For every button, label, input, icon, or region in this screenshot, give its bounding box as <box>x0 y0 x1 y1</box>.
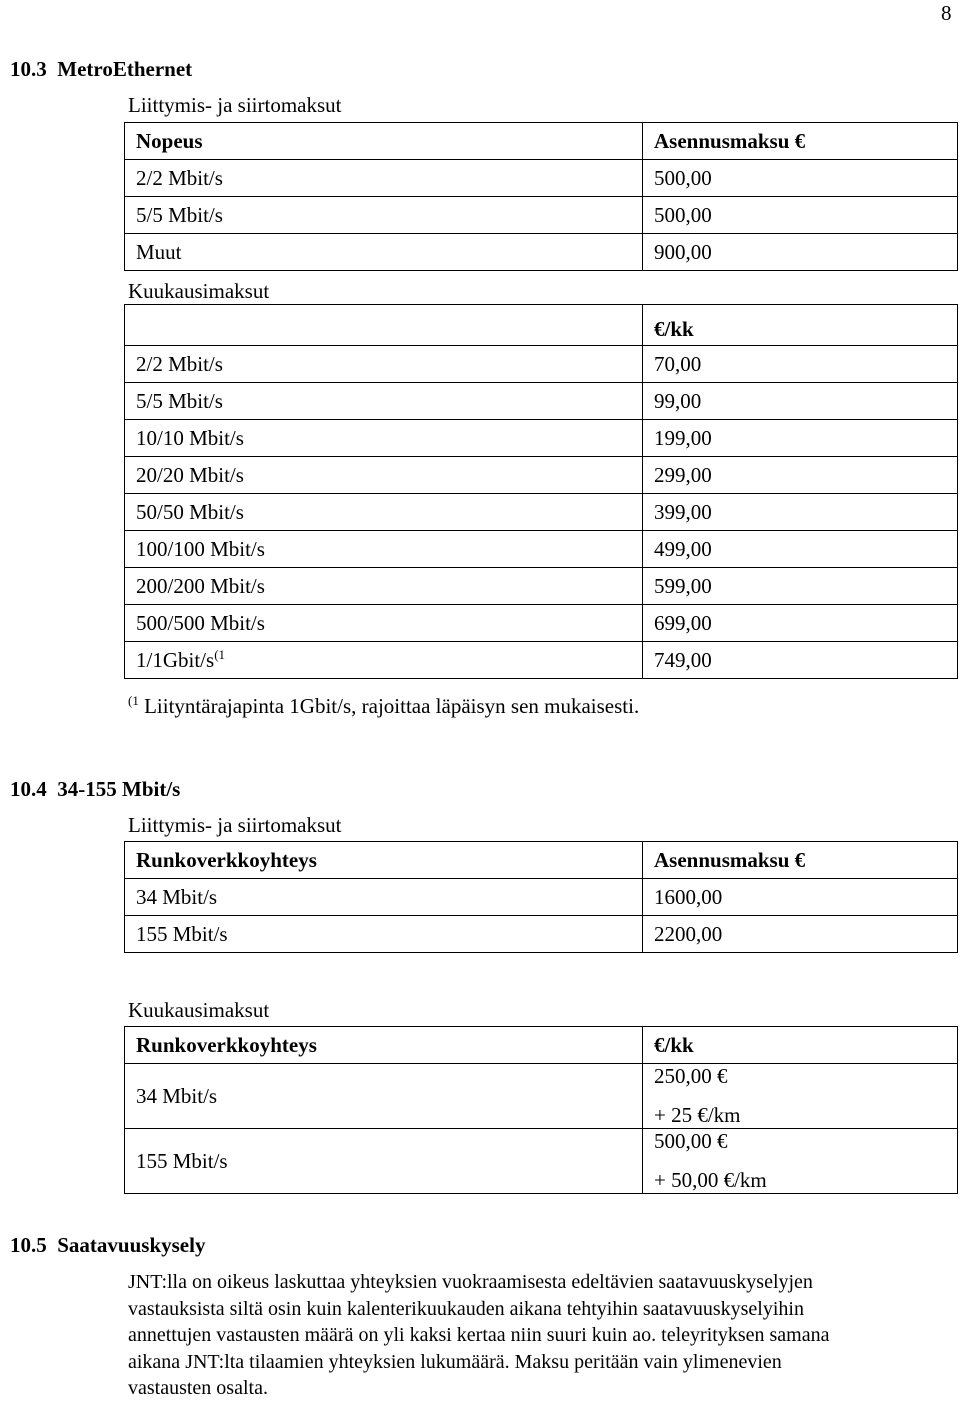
speed-cell: 5/5 Mbit/s <box>125 197 643 234</box>
speed-label: 1/1Gbit/s <box>136 648 215 672</box>
section-title: 34-155 Mbit/s <box>57 777 181 801</box>
section-10-5-heading <box>10 1235 205 1256</box>
table-row <box>125 420 958 457</box>
table-row <box>125 346 958 383</box>
paragraph-line: vastausten osalta. <box>128 1377 268 1400</box>
monthly-fees-heading: Kuukausimaksut <box>128 998 270 1022</box>
footnote <box>128 694 639 717</box>
table-row <box>125 568 958 605</box>
table-row <box>125 234 958 271</box>
footnote-text: Liityntärajapinta 1Gbit/s, rajoittaa läpäisyn sen mukaisesti. <box>144 694 640 718</box>
section-10-3-heading <box>10 59 192 80</box>
table-row <box>125 457 958 494</box>
table-row <box>125 160 958 197</box>
speed-cell: 20/20 Mbit/s <box>125 457 643 494</box>
price-cell: 2200,00 <box>643 916 958 953</box>
speed-cell: 100/100 Mbit/s <box>125 531 643 568</box>
section-number: 10.5 <box>10 1233 47 1257</box>
table-header-row <box>125 1027 958 1064</box>
price-cell: 599,00 <box>643 568 958 605</box>
monthly-fees-heading: Kuukausimaksut <box>128 279 270 303</box>
table-row <box>125 879 958 916</box>
install-fees-heading: Liittymis- ja siirtomaksut <box>128 93 342 117</box>
monthly-price: 250,00 € <box>654 1064 728 1088</box>
table-row <box>125 531 958 568</box>
price-cell: 399,00 <box>643 494 958 531</box>
footnote-marker: (1 <box>128 693 139 708</box>
speed-cell: 2/2 Mbit/s <box>125 160 643 197</box>
price-cell: 900,00 <box>643 234 958 271</box>
section-title: Saatavuuskysely <box>57 1233 206 1257</box>
column-header: Runkoverkkoyhteys <box>125 842 643 879</box>
metroethernet-monthly-table <box>124 304 958 679</box>
table-row <box>125 1129 958 1194</box>
table-row <box>125 916 958 953</box>
availability-query-paragraph <box>128 1269 948 1402</box>
page-number: 8 <box>941 1 952 25</box>
speed-cell: 5/5 Mbit/s <box>125 383 643 420</box>
section-10-4-heading <box>10 779 180 800</box>
section-number: 10.4 <box>10 777 47 801</box>
speed-cell: 2/2 Mbit/s <box>125 346 643 383</box>
price-cell: 500,00 <box>643 160 958 197</box>
per-km-price: + 50,00 €/km <box>654 1168 767 1192</box>
table-row <box>125 383 958 420</box>
price-cell: 499,00 <box>643 531 958 568</box>
speed-cell <box>125 642 643 679</box>
column-header <box>125 305 643 346</box>
footnote-ref: (1 <box>214 647 226 662</box>
price-cell: 70,00 <box>643 346 958 383</box>
speed-cell: 34 Mbit/s <box>125 1064 643 1129</box>
price-cell: 500,00 <box>643 197 958 234</box>
metroethernet-install-table <box>124 122 958 271</box>
paragraph-line: vastauksista siltä osin kuin kalenterikuukauden aikana tehtyihin saatavuuskyselyihin <box>128 1297 804 1320</box>
table-header-row <box>125 305 958 346</box>
speed-cell: Muut <box>125 234 643 271</box>
monthly-price: 500,00 € <box>654 1129 728 1153</box>
price-cell: 699,00 <box>643 605 958 642</box>
paragraph-line: JNT:lla on oikeus laskuttaa yhteyksien vuokraamisesta edeltävien saatavuuskyselyjen <box>128 1271 813 1293</box>
speed-cell: 200/200 Mbit/s <box>125 568 643 605</box>
paragraph-line: aikana JNT:lta tilaamien yhteyksien lukumäärä. Maksu peritään vain ylimenevien <box>128 1350 782 1373</box>
table-row <box>125 494 958 531</box>
speed-cell: 155 Mbit/s <box>125 916 643 953</box>
column-header: Asennusmaksu € <box>643 123 958 160</box>
column-header: Runkoverkkoyhteys <box>125 1027 643 1064</box>
speed-cell: 10/10 Mbit/s <box>125 420 643 457</box>
backbone-monthly-table <box>124 1026 958 1194</box>
column-header: €/kk <box>643 305 958 346</box>
column-header: Nopeus <box>125 123 643 160</box>
price-cell: 1600,00 <box>643 879 958 916</box>
paragraph-line: annettujen vastausten määrä on yli kaksi kertaa niin suuri kuin ao. teleyrityksen samana <box>128 1324 830 1347</box>
install-fees-heading: Liittymis- ja siirtomaksut <box>128 813 342 837</box>
table-header-row <box>125 123 958 160</box>
table-row <box>125 1064 958 1129</box>
price-cell: 199,00 <box>643 420 958 457</box>
section-number: 10.3 <box>10 57 47 81</box>
backbone-install-table <box>124 841 958 953</box>
column-header: Asennusmaksu € <box>643 842 958 879</box>
price-cell: 99,00 <box>643 383 958 420</box>
table-row <box>125 197 958 234</box>
table-row <box>125 642 958 679</box>
price-cell <box>643 1129 958 1194</box>
speed-cell: 34 Mbit/s <box>125 879 643 916</box>
price-cell: 749,00 <box>643 642 958 679</box>
table-header-row <box>125 842 958 879</box>
speed-cell: 500/500 Mbit/s <box>125 605 643 642</box>
per-km-price: + 25 €/km <box>654 1103 741 1127</box>
speed-cell: 50/50 Mbit/s <box>125 494 643 531</box>
price-cell <box>643 1064 958 1129</box>
speed-cell: 155 Mbit/s <box>125 1129 643 1194</box>
price-cell: 299,00 <box>643 457 958 494</box>
table-row <box>125 605 958 642</box>
column-header: €/kk <box>643 1027 958 1064</box>
section-title: MetroEthernet <box>57 57 193 81</box>
